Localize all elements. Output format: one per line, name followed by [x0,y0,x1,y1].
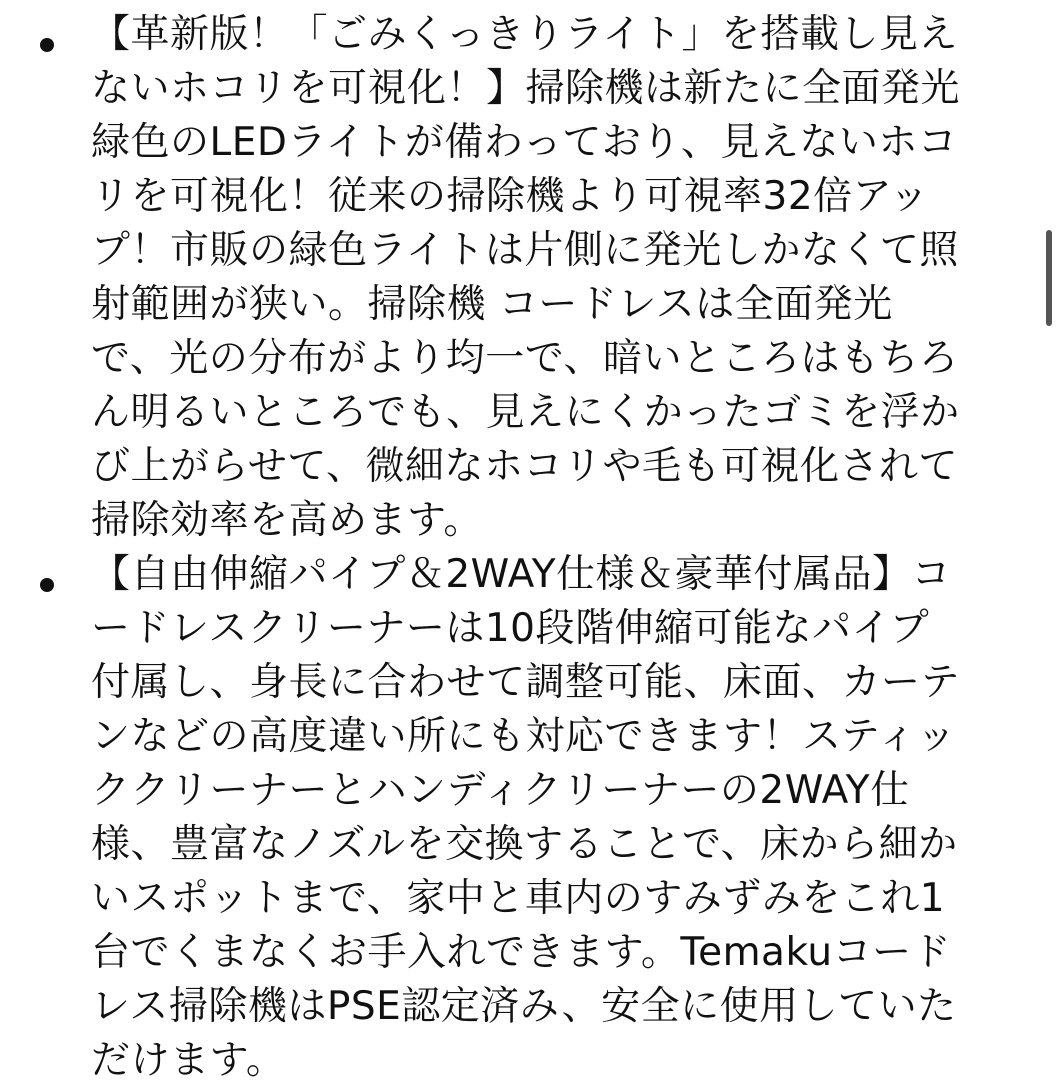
bullet-dot-icon [40,38,54,52]
text-line: 付属し、身長に合わせて調整可能、床面、カーテ [91,660,961,705]
list-item-text [91,548,1026,1088]
text-line: リを可視化！従来の掃除機より可視率32倍アッ [91,174,929,219]
list-item-text [91,8,1026,548]
text-line: レス掃除機はPSE認定済み、安全に使用していた [91,984,957,1029]
text-line: ンなどの高度違い所にも対応できます！スティッ [91,714,957,759]
text-line: ードレスクリーナーは10段階伸縮可能なパイプ [91,606,930,651]
text-line: 掃除効率を高めます。 [91,498,483,543]
text-line: ククリーナーとハンディクリーナーの2WAY仕 [91,768,910,813]
text-line: 【自由伸縮パイプ＆2WAY仕様＆豪華付属品】コ [91,552,952,597]
text-line: プ！市販の緑色ライトは片側に発光しかなくて照 [91,228,959,273]
text-line: ないホコリを可視化！】掃除機は新たに全面発光 [91,66,961,111]
text-line: 【革新版！「ごみくっきりライト」を搭載し見え [91,12,959,57]
text-line: ん明るいところでも、見えにくかったゴミを浮か [91,390,960,435]
text-line: 射範囲が狭い。掃除機 コードレスは全面発光 [91,282,893,327]
text-line: いスポットまで、家中と車内のすみずみをこれ1 [91,876,946,921]
bullet-dot-icon [40,578,54,592]
text-line: び上がらせて、微細なホコリや毛も可視化されて [91,444,959,489]
text-line: で、光の分布がより均一で、暗いところはもちろ [91,336,959,381]
vertical-scrollbar[interactable] [1046,230,1052,326]
text-line: 台でくまなくお手入れできます。Temakuコード [91,930,952,975]
text-line: 緑色のLEDライトが備わっており、見えないホコ [91,120,958,165]
text-line: 様、豊富なノズルを交換することで、床から細か [91,822,958,867]
text-line: だけます。 [91,1038,286,1083]
